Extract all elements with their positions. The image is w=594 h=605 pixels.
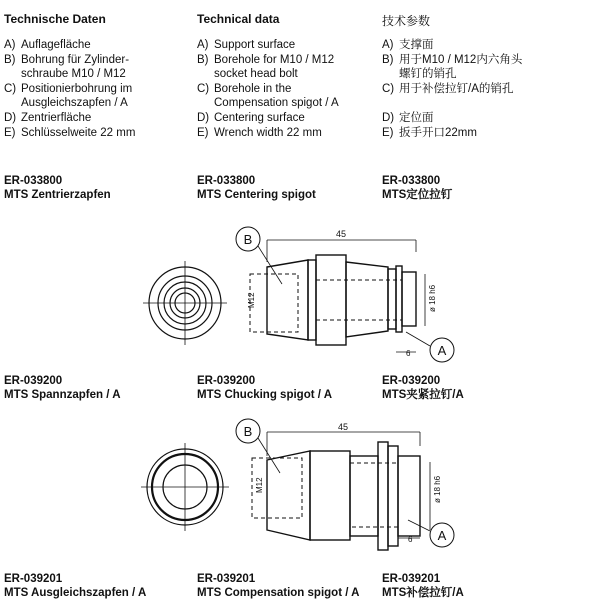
item-letter: C) — [382, 82, 395, 95]
product-code: ER-039201 — [4, 573, 63, 585]
product-caption — [4, 174, 111, 202]
spec-item-spacer — [382, 96, 522, 111]
spec-item — [382, 38, 522, 53]
small-dimension: 6 — [408, 535, 413, 544]
item-text: 用于补偿拉钉/A的销孔 — [399, 82, 514, 95]
callout-a: A — [437, 343, 447, 358]
item-text: 螺钉的销孔 — [399, 68, 457, 81]
spec-item-cont — [382, 67, 522, 82]
item-letter: E) — [4, 126, 16, 139]
spec-item — [4, 111, 135, 126]
spec-item-cont — [4, 67, 135, 82]
item-text: Schlüsselweite 22 mm — [21, 126, 136, 139]
callout-b: B — [243, 424, 253, 439]
end-view-drawing-bottom — [138, 440, 232, 534]
spec-item — [4, 126, 135, 141]
product-caption — [4, 572, 146, 600]
item-text: Zentrierfläche — [21, 111, 92, 124]
item-text: Centering surface — [214, 111, 305, 124]
item-text: Ausgleichszapfen / A — [21, 97, 128, 110]
item-text: 扳手开口22mm — [399, 126, 477, 139]
spec-item — [4, 82, 135, 97]
product-code: ER-033800 — [197, 175, 256, 187]
spec-item — [4, 38, 135, 53]
item-text: Compensation spigot / A — [214, 97, 339, 110]
item-text: 用于M10 / M12内六角头 — [399, 53, 523, 66]
product-name: MTS Centering spigot — [197, 189, 316, 201]
product-caption — [197, 374, 332, 402]
thread-label: M12 — [247, 292, 256, 308]
product-name: MTS补偿拉钉/A — [382, 587, 464, 599]
spec-list-en — [197, 38, 339, 140]
item-letter: E) — [382, 126, 394, 139]
item-text: Bohrung für Zylinder- — [21, 53, 130, 66]
spec-item — [382, 53, 522, 68]
spec-item — [197, 111, 339, 126]
spec-item-cont — [4, 96, 135, 111]
spec-item-cont — [197, 96, 339, 111]
item-letter: D) — [197, 111, 210, 124]
product-caption — [382, 374, 464, 402]
item-letter: C) — [197, 82, 210, 95]
product-name: MTS Chucking spigot / A — [197, 389, 333, 401]
spec-item — [382, 82, 522, 97]
product-code: ER-039201 — [197, 573, 256, 585]
end-view-drawing-top — [140, 258, 230, 348]
item-text: socket head bolt — [214, 68, 298, 81]
spec-item — [382, 111, 522, 126]
product-name: MTS Spannzapfen / A — [4, 389, 121, 401]
spec-item — [382, 126, 522, 141]
spec-item-cont — [197, 67, 339, 82]
product-code: ER-039200 — [197, 375, 256, 387]
spec-list-de — [4, 38, 135, 140]
item-letter: B) — [4, 53, 16, 66]
product-code: ER-033800 — [4, 175, 63, 187]
item-text: Borehole in the — [214, 82, 292, 95]
item-text: Borehole for M10 / M12 — [214, 53, 335, 66]
item-letter: A) — [4, 39, 16, 51]
side-view-drawing-top — [230, 222, 470, 372]
product-caption — [4, 374, 121, 402]
item-text: 支撑面 — [399, 39, 434, 51]
spec-list-zh — [382, 38, 522, 140]
callout-b: B — [243, 232, 253, 247]
product-code: ER-039200 — [382, 375, 441, 387]
item-text: Wrench width 22 mm — [214, 126, 322, 139]
product-caption — [382, 572, 464, 600]
column-heading-en: Technical data — [197, 12, 280, 26]
spec-item — [197, 126, 339, 141]
spec-item — [197, 82, 339, 97]
product-code: ER-033800 — [382, 175, 441, 187]
product-name: MTS定位拉钉 — [382, 189, 453, 201]
spec-item — [197, 38, 339, 53]
column-heading-de: Technische Daten — [4, 12, 106, 26]
item-text: Support surface — [214, 39, 296, 51]
spec-item — [197, 53, 339, 68]
product-name: MTS Zentrierzapfen — [4, 189, 111, 201]
product-code: ER-039201 — [382, 573, 441, 585]
item-text: Positionierbohrung im — [21, 82, 133, 95]
item-letter: D) — [382, 111, 395, 124]
product-name: MTS Ausgleichszapfen / A — [4, 587, 147, 599]
length-dimension: 45 — [335, 229, 347, 239]
item-letter: A) — [197, 39, 209, 51]
item-letter: A) — [382, 39, 394, 51]
diameter-label: ø 18 h6 — [428, 284, 437, 312]
item-letter: D) — [4, 111, 17, 124]
column-heading-zh: 技术参数 — [382, 14, 431, 28]
side-view-drawing-bottom — [230, 418, 470, 568]
small-dimension: 6 — [406, 349, 411, 358]
item-letter: C) — [4, 82, 17, 95]
product-name: MTS Compensation spigot / A — [197, 587, 360, 599]
spec-item — [4, 53, 135, 68]
diameter-label: ø 18 h6 — [433, 475, 442, 503]
product-caption — [382, 174, 452, 202]
product-code: ER-039200 — [4, 375, 63, 387]
item-text: Auflagefläche — [21, 39, 91, 51]
item-letter: B) — [197, 53, 209, 66]
product-caption — [197, 174, 316, 202]
item-text: 定位面 — [399, 111, 434, 124]
product-name: MTS夹紧拉钉/A — [382, 389, 464, 401]
length-dimension: 45 — [337, 422, 349, 432]
product-caption — [197, 572, 360, 600]
item-letter: B) — [382, 53, 394, 66]
item-text: schraube M10 / M12 — [21, 68, 126, 81]
callout-a: A — [437, 528, 447, 543]
item-letter: E) — [197, 126, 209, 139]
thread-label: M12 — [255, 477, 264, 493]
